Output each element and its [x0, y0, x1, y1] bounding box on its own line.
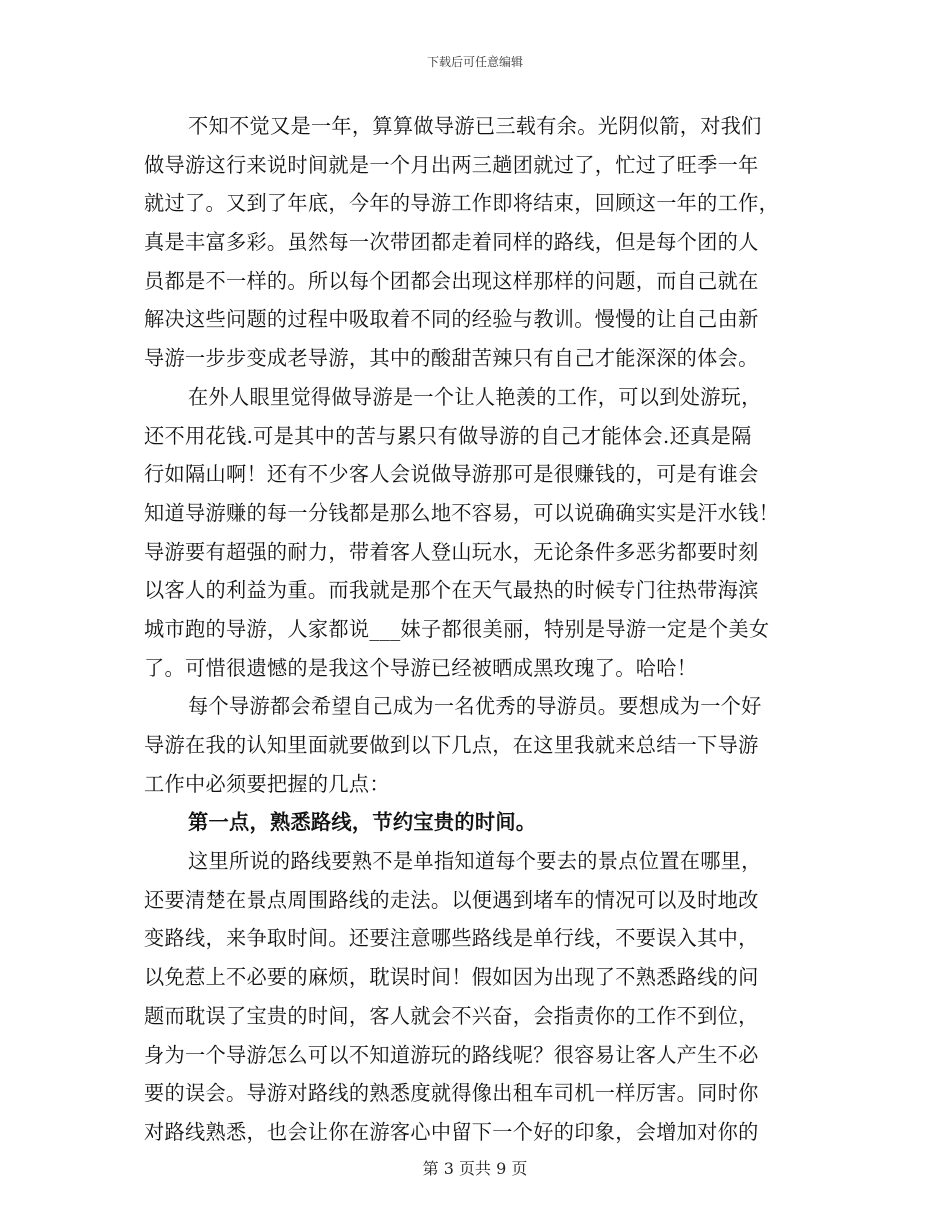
paragraph-line: 以客人的利益为重。而我就是那个在天气最热的时候专门往热带海滨 [144, 578, 759, 603]
paragraph-line: 员都是不一样的。所以每个团都会出现这样那样的问题，而自己就在 [144, 268, 759, 293]
paragraph-line: 身为一个导游怎么可以不知道游玩的路线呢？很容易让客人产生不必 [144, 1042, 759, 1067]
paragraph-line: 导游一步步变成老导游，其中的酸甜苦辣只有自己才能深深的体会。 [144, 346, 759, 371]
paragraph-line: 变路线，来争取时间。还要注意哪些路线是单行线，不要误入其中， [144, 926, 759, 951]
paragraph-line: 了。可惜很遗憾的是我这个导游已经被晒成黑玫瑰了。哈哈！ [144, 655, 698, 680]
paragraph-line: 导游要有超强的耐力，带着客人登山玩水，无论条件多恶劣都要时刻 [144, 539, 759, 564]
paragraph-line: 还不用花钱.可是其中的苦与累只有做导游的自己才能体会.还真是隔 [144, 423, 752, 448]
paragraph-line: 在外人眼里觉得做导游是一个让人艳羡的工作，可以到处游玩， [188, 384, 762, 409]
paragraph-line: 做导游这行来说时间就是一个月出两三趟团就过了，忙过了旺季一年 [144, 152, 759, 177]
paragraph-line: 工作中必须要把握的几点： [144, 771, 390, 796]
paragraph-line: 还要清楚在景点周围路线的走法。以便遇到堵车的情况可以及时地改 [144, 887, 759, 912]
paragraph-line: 就过了。又到了年底，今年的导游工作即将结束，回顾这一年的工作， [144, 191, 780, 216]
document-body [144, 107, 806, 1152]
page-number-footer: 第 3 页共 9 页 [422, 1159, 528, 1178]
paragraph-line: 真是丰富多彩。虽然每一次带团都走着同样的路线，但是每个团的人 [144, 230, 759, 255]
paragraph-line: 导游在我的认知里面就要做到以下几点，在这里我就来总结一下导游 [144, 733, 759, 757]
paragraph-line: 每个导游都会希望自己成为一名优秀的导游员。要想成为一个好 [188, 694, 762, 719]
paragraph-line: 知道导游赚的每一分钱都是那么地不容易，可以说确确实实是汗水钱！ [144, 500, 780, 525]
paragraph-line: 以免惹上不必要的麻烦，耽误时间！假如因为出现了不熟悉路线的问 [144, 965, 759, 990]
paragraph-line: 要的误会。导游对路线的熟悉度就得像出租车司机一样厉害。同时你 [144, 1081, 759, 1106]
paragraph-line: 对路线熟悉，也会让你在游客心中留下一个好的印象，会增加对你的 [144, 1119, 759, 1144]
page-header: 下载后可任意编辑 [426, 55, 523, 69]
paragraph-line: 这里所说的路线要熟不是单指知道每个要去的景点位置在哪里， [188, 849, 762, 874]
section-heading: 第一点，熟悉路线，节约宝贵的时间。 [188, 810, 537, 835]
paragraph-line: 不知不觉又是一年，算算做导游已三载有余。光阴似箭，对我们 [188, 114, 762, 138]
paragraph-line: 行如隔山啊！还有不少客人会说做导游那可是很赚钱的，可是有谁会 [144, 462, 759, 487]
paragraph-line: 题而耽误了宝贵的时间，客人就会不兴奋，会指责你的工作不到位， [144, 1003, 759, 1028]
paragraph-line: 解决这些问题的过程中吸取着不同的经验与教训。慢慢的让自己由新 [144, 307, 759, 332]
paragraph-line: 城市跑的导游，人家都说___妹子都很美丽，特别是导游一定是个美女 [144, 616, 770, 641]
